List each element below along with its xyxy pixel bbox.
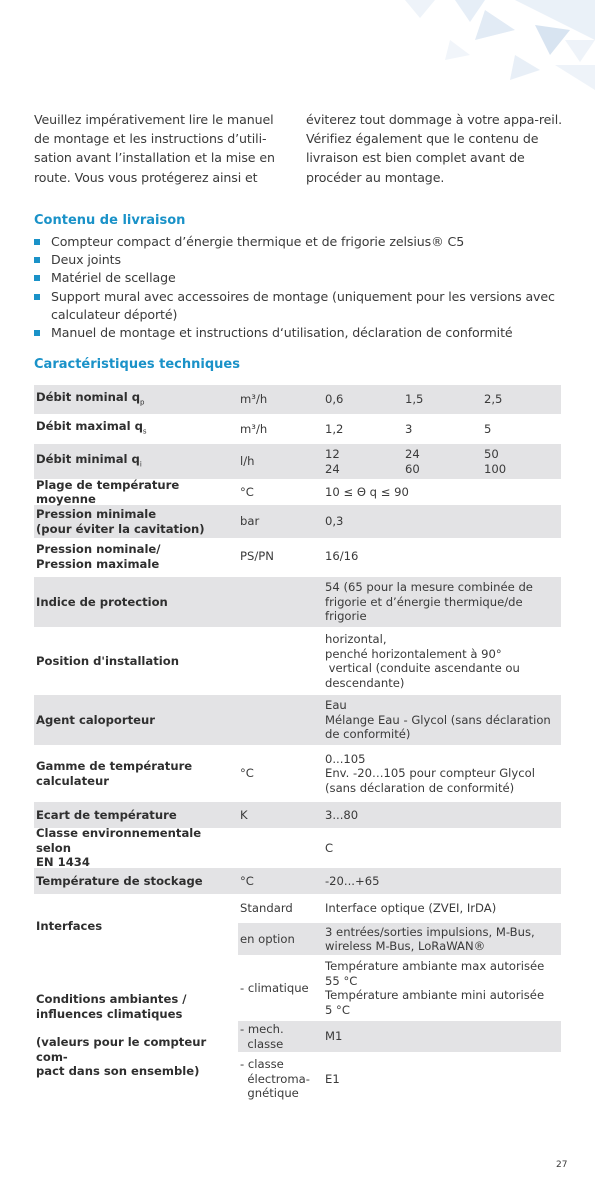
list-item: Deux joints [34,251,564,269]
table-row: Débit nominal $q_p$ m³/h 0,6 1,5 2,5 [34,385,561,416]
table-row: Agent caloporteur Eau Mélange Eau - Glycol (sans déclaration de conformité) [34,695,561,747]
bullet-square-icon [34,330,40,336]
conditions-group: Conditions ambiantes / influences climatiques (valeurs pour le compteur com- pact dans son ensemble) - climatique Température ambiante max autorisée 55 °C Température ambiante mini autorisée 5 °C - mech. classe M1 - classe électroma- gnétique E1 [34,957,561,1106]
table-row: Pression minimale (pour éviter la cavitation) bar 0,3 [34,505,561,540]
table-row: - classe électroma- gnétique E1 [238,1054,561,1106]
carac-title: Caractéristiques techniques [34,357,240,372]
list-item: Manuel de montage et instructions d‘utilisation, déclaration de conformité [34,324,564,342]
intro-col2: éviterez tout dommage à votre appa-reil. Vérifiez également que le contenu de livraison est bien complet avant de procéder au montage. [306,112,562,185]
list-item: Matériel de scellage [34,269,564,287]
table-row: Classe environnementale selon EN 1434 C [34,830,561,868]
table-row: Débit minimal $q_i$ l/h 12 24 24 60 50 100 [34,444,561,481]
table-row: Plage de température moyenne °C 10 ≤ Θ q ≤ 90 [34,481,561,505]
bullet-square-icon [34,239,40,245]
bullet-square-icon [34,294,40,300]
table-row: Indice de protection 54 (65 pour la mesure combinée de frigorie et d’énergie thermique/de frigorie [34,577,561,629]
table-row: Position d'installation horizontal, penché horizontalement à 90° vertical (conduite ascendante ou descendante) [34,629,561,695]
interfaces-group: Interfaces Standard Interface optique (ZVEI, IrDA) en option 3 entrées/sorties impulsions, M-Bus, wireless M-Bus, LoRaWAN® [34,896,561,957]
spec-table [34,385,561,1106]
table-row: Débit maximal $q_s$ m³/h 1,2 3 5 [34,416,561,444]
list-item: Compteur compact d’énergie thermique et de frigorie zelsius® C5 [34,233,564,251]
table-row: Pression nominale/ Pression maximale PS/PN 16/16 [34,540,561,577]
bullet-square-icon [34,275,40,281]
decorative-triangles [365,0,595,90]
table-row: Gamme de température calculateur °C 0...105 Env. -20…105 pour compteur Glycol (sans déclaration de conformité) [34,747,561,802]
contenu-title: Contenu de livraison [34,213,186,228]
table-row: - climatique Température ambiante max autorisée 55 °C Température ambiante mini autorisée 5 °C [238,957,561,1021]
table-row: en option 3 entrées/sorties impulsions, M-Bus, wireless M-Bus, LoRaWAN® [238,923,561,957]
contenu-list [34,233,564,342]
table-row: Ecart de température K 3...80 [34,802,561,830]
intro-col1: Veuillez impérativement lire le manuel de montage et les instructions d’utili-sation avant l’installation et la mise en route. Vous vous protégerez ainsi et [34,112,275,185]
list-item: Support mural avec accessoires de montage (uniquement pour les versions avec calculateur déporté) [34,288,564,324]
table-row: Température de stockage °C -20...+65 [34,868,561,896]
page-number: 27 [556,1160,568,1170]
intro-text [34,110,562,187]
table-row: Standard Interface optique (ZVEI, IrDA) [238,896,561,923]
table-row: - mech. classe M1 [238,1021,561,1054]
bullet-square-icon [34,257,40,263]
